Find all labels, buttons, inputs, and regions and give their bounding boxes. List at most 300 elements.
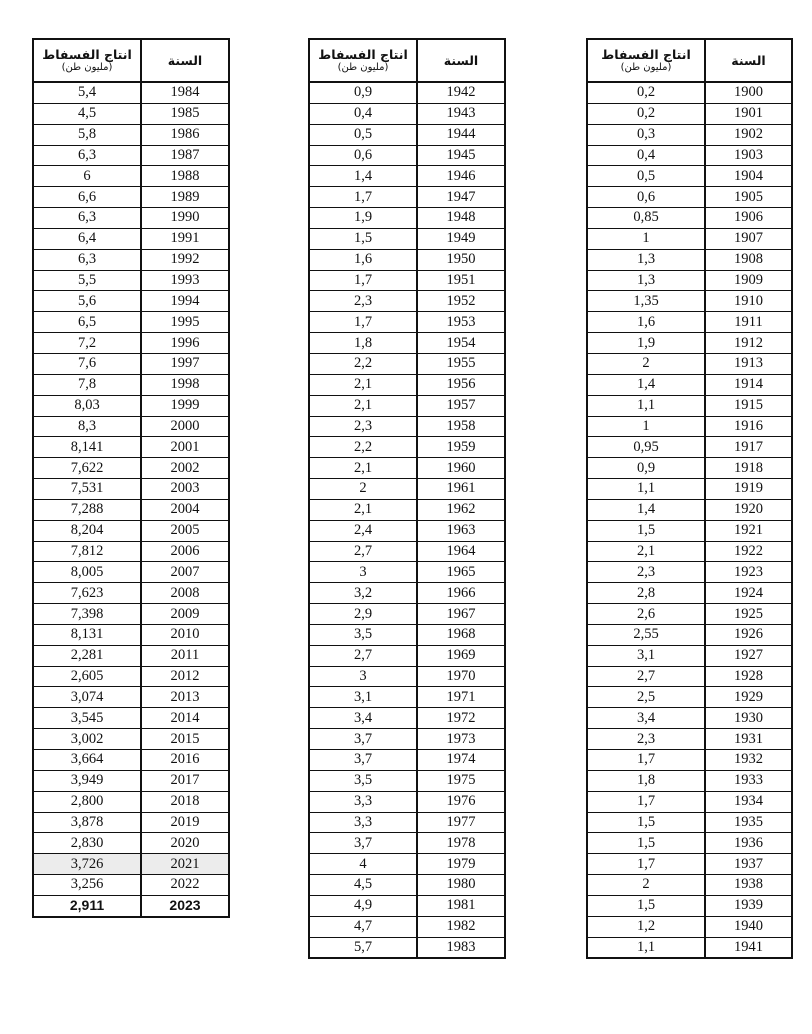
year-cell: 1927	[705, 645, 792, 666]
production-value-cell: 7,622	[33, 458, 141, 479]
year-cell: 2007	[141, 562, 229, 583]
table-row	[309, 770, 505, 791]
year-cell: 1950	[417, 249, 505, 270]
production-header-label: انتاج الفسفاط	[42, 46, 132, 62]
table-row	[309, 249, 505, 270]
year-cell: 1909	[705, 270, 792, 291]
table-row	[309, 937, 505, 958]
year-cell: 1947	[417, 187, 505, 208]
production-value-cell: 7,812	[33, 541, 141, 562]
table-row	[587, 145, 792, 166]
year-cell: 1944	[417, 124, 505, 145]
production-value-cell: 1,9	[309, 208, 417, 229]
production-value-cell: 4,9	[309, 895, 417, 916]
year-cell: 1938	[705, 875, 792, 896]
table-row	[587, 875, 792, 896]
table-row	[33, 541, 229, 562]
unit-label: (مليون طن)	[337, 61, 389, 73]
table-row	[587, 187, 792, 208]
table-row	[309, 312, 505, 333]
table-row	[309, 187, 505, 208]
year-cell: 1971	[417, 687, 505, 708]
production-value-cell: 3,002	[33, 729, 141, 750]
production-value-cell: 1,2	[587, 916, 705, 937]
table-row	[309, 437, 505, 458]
year-cell: 1952	[417, 291, 505, 312]
year-cell: 1965	[417, 562, 505, 583]
production-value-cell: 5,6	[33, 291, 141, 312]
production-value-cell: 3,545	[33, 708, 141, 729]
production-value-cell: 1,7	[587, 791, 705, 812]
year-cell: 1957	[417, 395, 505, 416]
year-cell: 1934	[705, 791, 792, 812]
table-row	[587, 937, 792, 958]
production-value-cell: 6,3	[33, 249, 141, 270]
table-row	[33, 312, 229, 333]
header-row	[587, 39, 792, 82]
year-cell: 1913	[705, 353, 792, 374]
table-row	[33, 395, 229, 416]
year-cell: 1978	[417, 833, 505, 854]
table-row	[587, 270, 792, 291]
table-row	[587, 812, 792, 833]
production-table-1900-1941	[586, 38, 793, 959]
production-value-cell: 2,281	[33, 645, 141, 666]
year-cell: 2018	[141, 791, 229, 812]
year-cell: 2009	[141, 604, 229, 625]
production-value-cell: 2,1	[587, 541, 705, 562]
production-value-cell: 3,2	[309, 583, 417, 604]
year-cell: 1936	[705, 833, 792, 854]
table-row	[309, 520, 505, 541]
table-row	[309, 166, 505, 187]
table-row	[33, 124, 229, 145]
table-row	[33, 708, 229, 729]
table-row	[33, 895, 229, 916]
table-row	[587, 520, 792, 541]
year-cell: 1958	[417, 416, 505, 437]
production-value-cell: 2,4	[309, 520, 417, 541]
year-cell: 1923	[705, 562, 792, 583]
table-row	[309, 228, 505, 249]
production-value-cell: 7,623	[33, 583, 141, 604]
production-table-1984-2023	[32, 38, 230, 918]
production-value-cell: 0,6	[587, 187, 705, 208]
table-row	[587, 82, 792, 103]
production-value-cell: 5,4	[33, 82, 141, 103]
table-row	[587, 333, 792, 354]
production-value-cell: 1,8	[309, 333, 417, 354]
production-value-cell: 3,4	[587, 708, 705, 729]
year-cell: 2003	[141, 479, 229, 500]
production-value-cell: 2,800	[33, 791, 141, 812]
table-row	[309, 291, 505, 312]
year-cell: 1904	[705, 166, 792, 187]
table-row	[309, 208, 505, 229]
production-value-cell: 7,531	[33, 479, 141, 500]
year-cell: 1967	[417, 604, 505, 625]
year-cell: 1922	[705, 541, 792, 562]
year-cell: 1960	[417, 458, 505, 479]
table-row	[309, 333, 505, 354]
production-value-cell: 1,3	[587, 249, 705, 270]
year-cell: 2020	[141, 833, 229, 854]
year-cell: 1968	[417, 624, 505, 645]
table-row	[33, 187, 229, 208]
table-row	[33, 270, 229, 291]
table-row	[587, 103, 792, 124]
production-value-cell: 2	[587, 353, 705, 374]
production-value-cell: 1,1	[587, 937, 705, 958]
year-header: السنة	[141, 39, 229, 82]
year-cell: 1941	[705, 937, 792, 958]
production-value-cell: 3	[309, 666, 417, 687]
production-value-cell: 3,7	[309, 750, 417, 771]
production-value-cell: 3	[309, 562, 417, 583]
table-row	[587, 770, 792, 791]
year-cell: 1993	[141, 270, 229, 291]
production-header	[33, 39, 141, 82]
table-row	[33, 499, 229, 520]
production-value-cell: 2,830	[33, 833, 141, 854]
production-value-cell: 5,8	[33, 124, 141, 145]
year-cell: 2022	[141, 875, 229, 896]
production-value-cell: 0,4	[587, 145, 705, 166]
production-value-cell: 2,1	[309, 395, 417, 416]
year-cell: 1912	[705, 333, 792, 354]
production-value-cell: 1,4	[587, 374, 705, 395]
table-row	[33, 249, 229, 270]
table-row	[587, 541, 792, 562]
production-value-cell: 8,141	[33, 437, 141, 458]
production-value-cell: 0,95	[587, 437, 705, 458]
table-row	[33, 333, 229, 354]
production-header	[309, 39, 417, 82]
production-value-cell: 3,7	[309, 729, 417, 750]
production-value-cell: 3,3	[309, 812, 417, 833]
table-row	[33, 103, 229, 124]
year-cell: 1970	[417, 666, 505, 687]
year-cell: 1900	[705, 82, 792, 103]
year-cell: 1903	[705, 145, 792, 166]
table-row	[33, 353, 229, 374]
production-value-cell: 8,03	[33, 395, 141, 416]
year-cell: 1979	[417, 854, 505, 875]
production-table-1942-1983	[308, 38, 506, 959]
table-row	[33, 729, 229, 750]
table-row	[309, 791, 505, 812]
production-value-cell: 7,6	[33, 353, 141, 374]
year-cell: 1982	[417, 916, 505, 937]
table-row	[33, 458, 229, 479]
production-value-cell: 2,1	[309, 374, 417, 395]
table-row	[587, 353, 792, 374]
table-row	[33, 645, 229, 666]
production-value-cell: 2,7	[309, 541, 417, 562]
table-row	[587, 645, 792, 666]
year-cell: 2011	[141, 645, 229, 666]
table-row	[309, 82, 505, 103]
table-row	[33, 208, 229, 229]
year-cell: 1983	[417, 937, 505, 958]
production-value-cell: 2	[309, 479, 417, 500]
production-header	[587, 39, 705, 82]
table-row	[309, 103, 505, 124]
table-row	[33, 812, 229, 833]
year-cell: 1985	[141, 103, 229, 124]
production-value-cell: 1,7	[587, 854, 705, 875]
table-row	[33, 479, 229, 500]
production-value-cell: 1,6	[309, 249, 417, 270]
production-value-cell: 0,9	[587, 458, 705, 479]
year-cell: 1906	[705, 208, 792, 229]
table-row	[33, 624, 229, 645]
year-cell: 1974	[417, 750, 505, 771]
production-value-cell: 4	[309, 854, 417, 875]
table-row	[587, 458, 792, 479]
year-cell: 1908	[705, 249, 792, 270]
year-cell: 1928	[705, 666, 792, 687]
header-row	[309, 39, 505, 82]
table-row	[33, 437, 229, 458]
table-row	[309, 916, 505, 937]
year-cell: 1981	[417, 895, 505, 916]
table-row	[309, 645, 505, 666]
production-value-cell: 3,074	[33, 687, 141, 708]
year-cell: 1980	[417, 875, 505, 896]
year-cell: 1948	[417, 208, 505, 229]
year-cell: 1949	[417, 228, 505, 249]
table-row	[309, 145, 505, 166]
table-row	[587, 228, 792, 249]
year-cell: 1937	[705, 854, 792, 875]
production-value-cell: 4,5	[309, 875, 417, 896]
production-value-cell: 3,4	[309, 708, 417, 729]
table-row	[309, 624, 505, 645]
table-row	[33, 520, 229, 541]
year-cell: 2015	[141, 729, 229, 750]
production-value-cell: 2,2	[309, 353, 417, 374]
production-value-cell: 1,4	[587, 499, 705, 520]
table-row	[309, 854, 505, 875]
production-value-cell: 3,1	[587, 645, 705, 666]
year-cell: 2005	[141, 520, 229, 541]
year-cell: 1930	[705, 708, 792, 729]
year-cell: 1966	[417, 583, 505, 604]
table-row	[33, 291, 229, 312]
production-value-cell: 1	[587, 416, 705, 437]
table-row	[587, 833, 792, 854]
table-row	[33, 833, 229, 854]
year-cell: 2002	[141, 458, 229, 479]
table-row	[309, 416, 505, 437]
table-row	[309, 562, 505, 583]
year-cell: 1942	[417, 82, 505, 103]
table-row	[587, 374, 792, 395]
table-row	[587, 479, 792, 500]
year-cell: 1924	[705, 583, 792, 604]
production-value-cell: 8,204	[33, 520, 141, 541]
year-cell: 1986	[141, 124, 229, 145]
table-row	[309, 833, 505, 854]
table-row	[587, 729, 792, 750]
table-row	[587, 124, 792, 145]
table-row	[309, 270, 505, 291]
table-row	[587, 166, 792, 187]
production-value-cell: 1,7	[309, 312, 417, 333]
year-cell: 1943	[417, 103, 505, 124]
production-value-cell: 4,7	[309, 916, 417, 937]
year-cell: 1901	[705, 103, 792, 124]
year-cell: 1917	[705, 437, 792, 458]
production-value-cell: 7,8	[33, 374, 141, 395]
table-row	[309, 604, 505, 625]
year-cell: 1964	[417, 541, 505, 562]
unit-label: (مليون طن)	[620, 61, 672, 73]
year-cell: 1992	[141, 249, 229, 270]
year-cell: 2019	[141, 812, 229, 833]
table-row	[33, 228, 229, 249]
production-value-cell: 1,4	[309, 166, 417, 187]
production-value-cell: 2,9	[309, 604, 417, 625]
table-row	[587, 895, 792, 916]
production-value-cell: 1,1	[587, 479, 705, 500]
table-row	[33, 791, 229, 812]
production-value-cell: 1,35	[587, 291, 705, 312]
year-cell: 1918	[705, 458, 792, 479]
table-row	[309, 895, 505, 916]
year-cell: 1916	[705, 416, 792, 437]
table-row	[587, 624, 792, 645]
production-value-cell: 2,7	[587, 666, 705, 687]
table-row	[587, 562, 792, 583]
table-row	[587, 395, 792, 416]
production-value-cell: 7,398	[33, 604, 141, 625]
table-row	[309, 583, 505, 604]
production-value-cell: 0,3	[587, 124, 705, 145]
year-cell: 1905	[705, 187, 792, 208]
year-cell: 1933	[705, 770, 792, 791]
production-value-cell: 2,3	[309, 291, 417, 312]
production-value-cell: 2,6	[587, 604, 705, 625]
table-row	[309, 541, 505, 562]
production-value-cell: 7,2	[33, 333, 141, 354]
year-cell: 1925	[705, 604, 792, 625]
table-row	[587, 604, 792, 625]
production-value-cell: 2,3	[587, 562, 705, 583]
production-value-cell: 8,005	[33, 562, 141, 583]
production-value-cell: 1,7	[309, 270, 417, 291]
table-row	[587, 708, 792, 729]
year-cell: 1991	[141, 228, 229, 249]
table-row	[33, 374, 229, 395]
production-value-cell: 3,5	[309, 624, 417, 645]
production-value-cell: 8,131	[33, 624, 141, 645]
table-row	[309, 458, 505, 479]
production-value-cell: 3,664	[33, 750, 141, 771]
production-value-cell: 8,3	[33, 416, 141, 437]
year-cell: 1902	[705, 124, 792, 145]
year-cell: 1926	[705, 624, 792, 645]
production-value-cell: 1,3	[587, 270, 705, 291]
table-row	[33, 166, 229, 187]
production-value-cell: 0,9	[309, 82, 417, 103]
production-value-cell: 1,5	[587, 812, 705, 833]
production-value-cell: 3,878	[33, 812, 141, 833]
production-value-cell: 1,7	[309, 187, 417, 208]
production-value-cell: 2,911	[33, 895, 141, 916]
year-cell: 1990	[141, 208, 229, 229]
table-row	[309, 353, 505, 374]
year-cell: 1969	[417, 645, 505, 666]
table-row	[309, 708, 505, 729]
year-cell: 1994	[141, 291, 229, 312]
year-cell: 1915	[705, 395, 792, 416]
production-value-cell: 4,5	[33, 103, 141, 124]
year-cell: 1995	[141, 312, 229, 333]
year-cell: 2017	[141, 770, 229, 791]
table-row	[309, 124, 505, 145]
table-row	[587, 208, 792, 229]
production-value-cell: 1,8	[587, 770, 705, 791]
production-value-cell: 6,6	[33, 187, 141, 208]
year-cell: 2013	[141, 687, 229, 708]
production-value-cell: 0,85	[587, 208, 705, 229]
table-row	[33, 687, 229, 708]
year-cell: 1920	[705, 499, 792, 520]
year-cell: 1973	[417, 729, 505, 750]
year-cell: 1963	[417, 520, 505, 541]
year-cell: 1956	[417, 374, 505, 395]
table-row	[33, 562, 229, 583]
production-value-cell: 3,3	[309, 791, 417, 812]
year-cell: 1935	[705, 812, 792, 833]
year-cell: 1929	[705, 687, 792, 708]
year-cell: 1987	[141, 145, 229, 166]
production-value-cell: 3,7	[309, 833, 417, 854]
year-cell: 1954	[417, 333, 505, 354]
year-cell: 1931	[705, 729, 792, 750]
year-cell: 1919	[705, 479, 792, 500]
year-cell: 1945	[417, 145, 505, 166]
table-row	[309, 729, 505, 750]
production-value-cell: 6,3	[33, 208, 141, 229]
production-value-cell: 1	[587, 228, 705, 249]
production-value-cell: 2,1	[309, 458, 417, 479]
production-value-cell: 6,4	[33, 228, 141, 249]
year-cell: 2004	[141, 499, 229, 520]
production-value-cell: 6,5	[33, 312, 141, 333]
production-value-cell: 3,5	[309, 770, 417, 791]
production-value-cell: 0,5	[309, 124, 417, 145]
production-value-cell: 2	[587, 875, 705, 896]
table-row	[309, 750, 505, 771]
year-cell: 2016	[141, 750, 229, 771]
year-cell: 1932	[705, 750, 792, 771]
unit-label: (مليون طن)	[61, 61, 113, 73]
table-row	[587, 666, 792, 687]
table-row	[33, 875, 229, 896]
year-cell: 2010	[141, 624, 229, 645]
table-row	[587, 312, 792, 333]
year-cell: 1946	[417, 166, 505, 187]
table-row	[309, 812, 505, 833]
production-value-cell: 7,288	[33, 499, 141, 520]
production-value-cell: 2,5	[587, 687, 705, 708]
year-cell: 1976	[417, 791, 505, 812]
production-value-cell: 6,3	[33, 145, 141, 166]
table-row	[33, 82, 229, 103]
